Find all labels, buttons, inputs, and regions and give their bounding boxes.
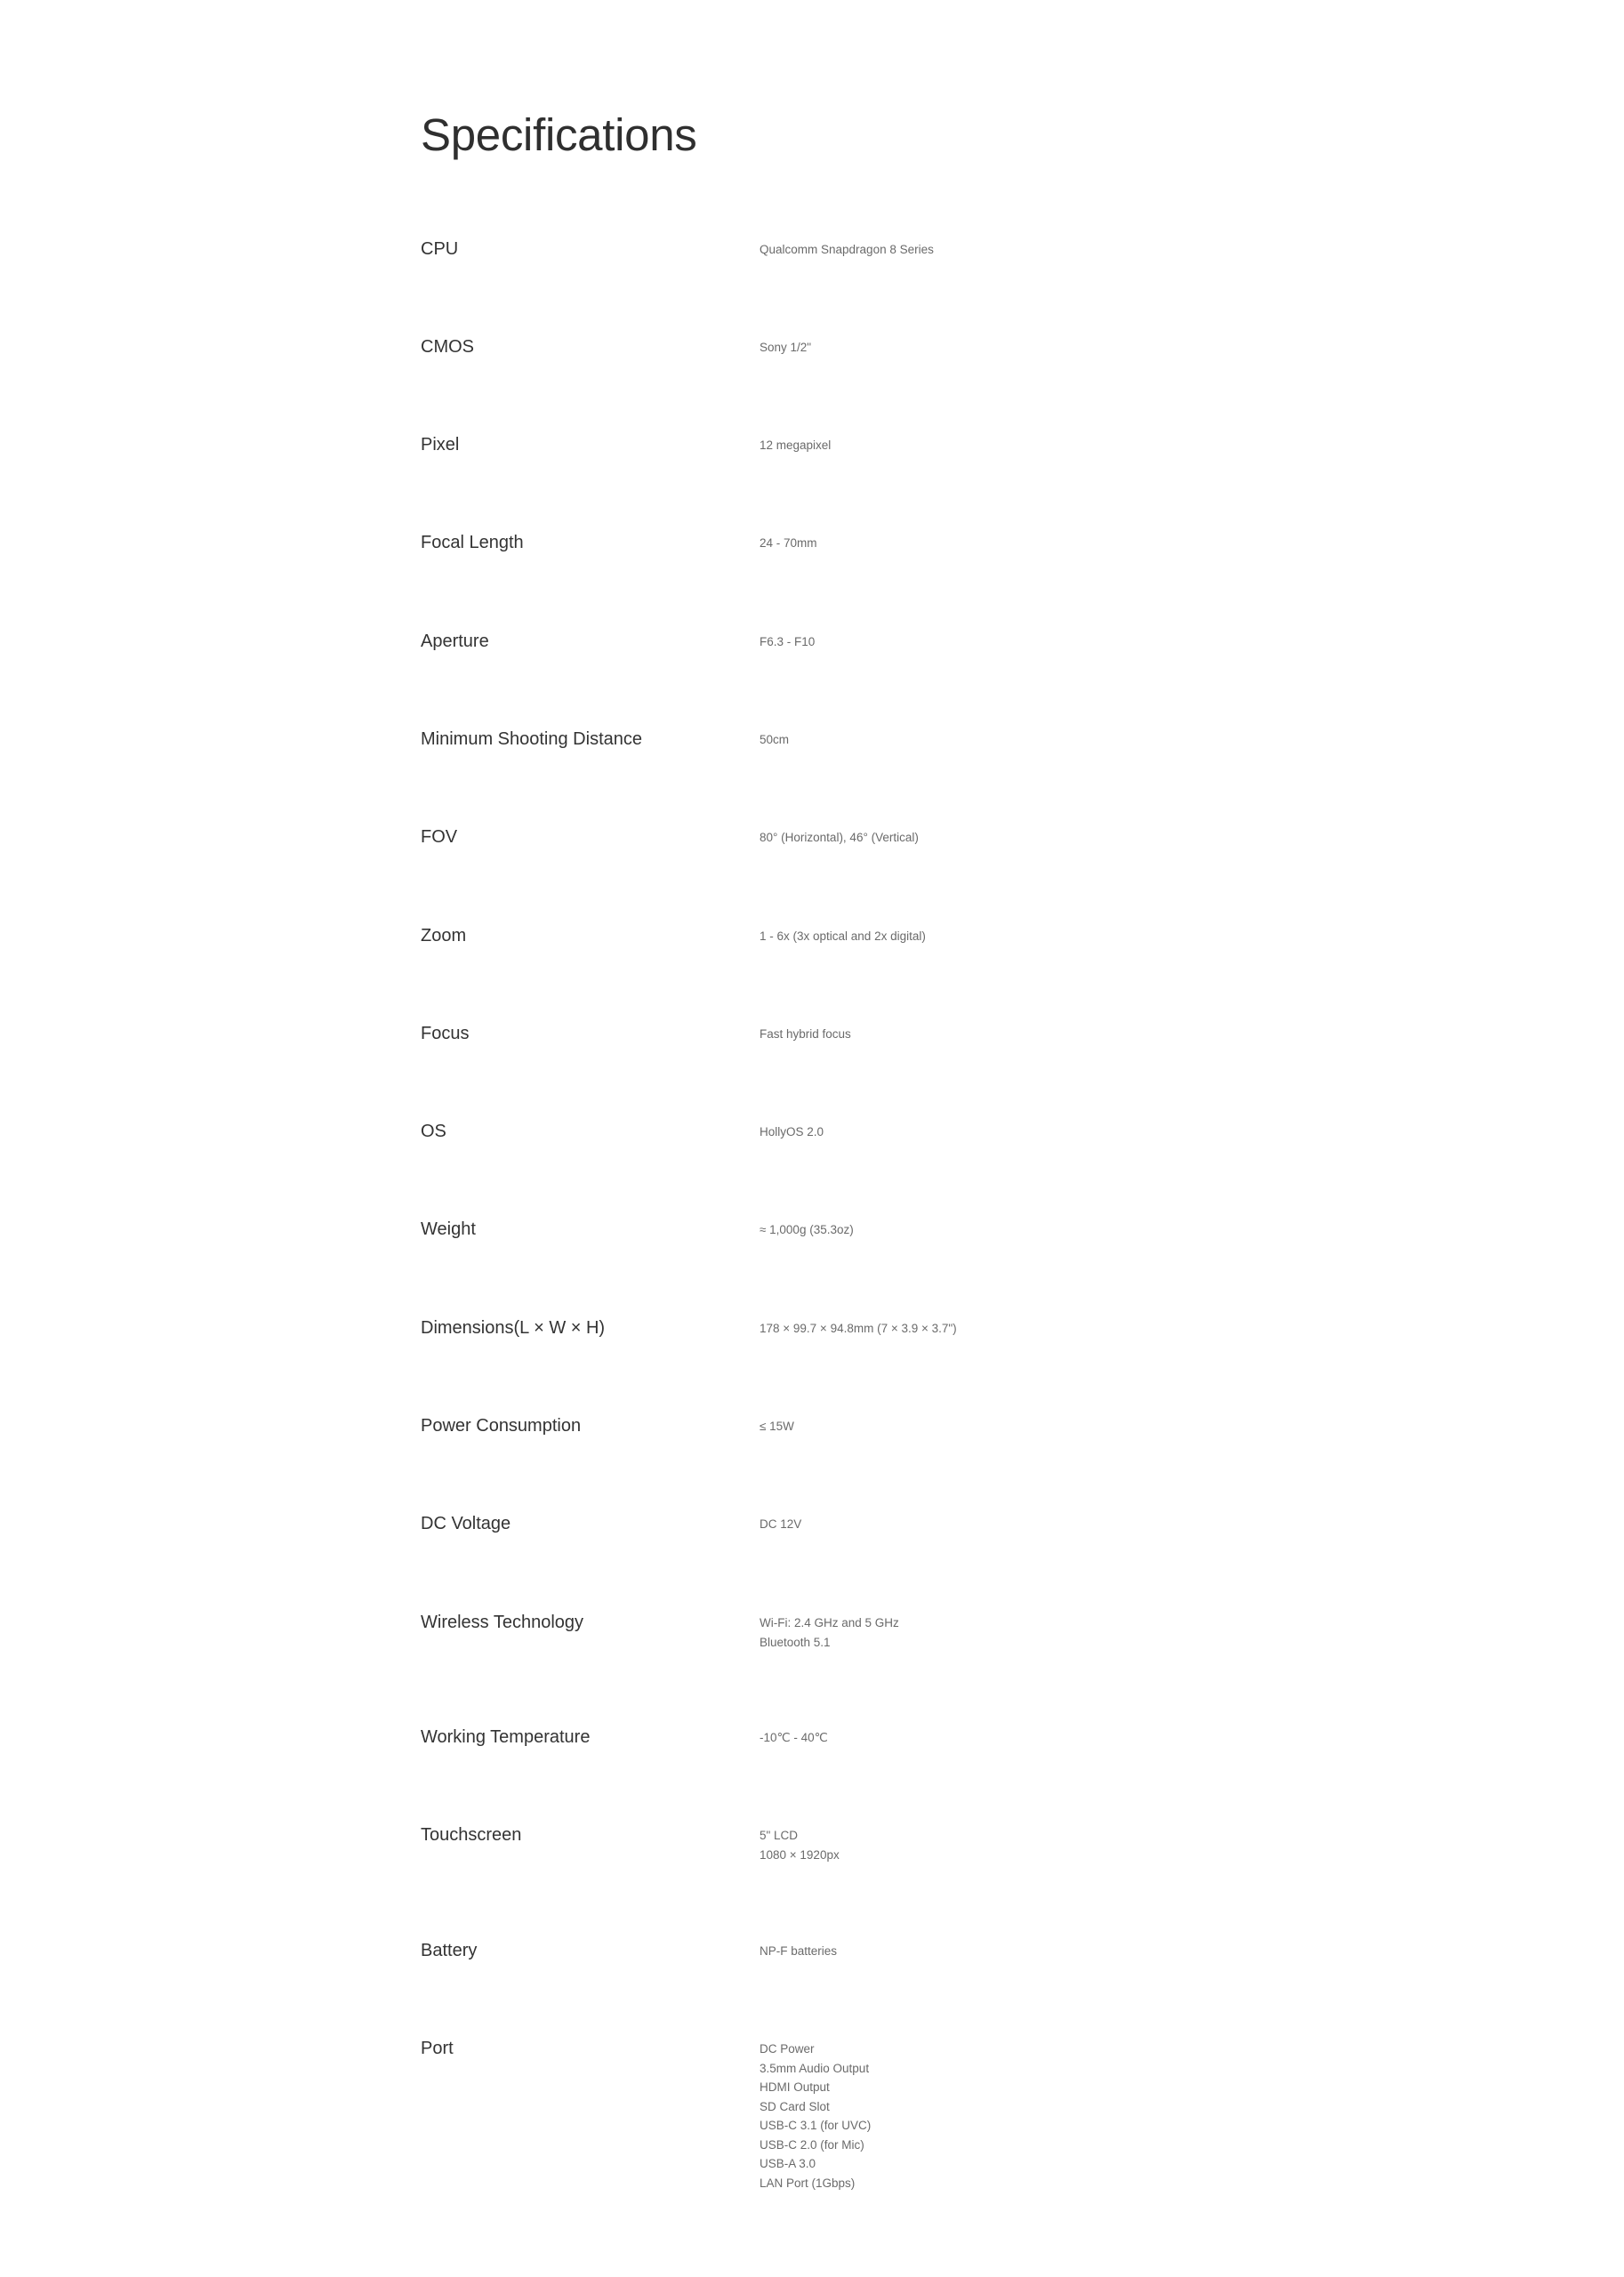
spec-value	[760, 632, 815, 652]
spec-value	[760, 1942, 837, 1961]
spec-label: Dimensions(L × W × H)	[421, 1318, 606, 1338]
spec-value-line: 178 × 99.7 × 94.8mm (7 × 3.9 × 3.7")	[760, 1322, 957, 1335]
spec-value-line: DC 12V	[760, 1517, 802, 1531]
spec-value-line: Sony 1/2"	[760, 341, 812, 354]
spec-value-line: LAN Port (1Gbps)	[760, 2176, 856, 2190]
spec-label: Port	[421, 2039, 454, 2058]
spec-value	[760, 240, 934, 260]
spec-value	[760, 927, 926, 946]
spec-label: Minimum Shooting Distance	[421, 729, 642, 749]
spec-value-line: HollyOS 2.0	[760, 1125, 824, 1138]
spec-value	[760, 534, 817, 553]
page-title: Specifications	[421, 109, 697, 160]
spec-value	[760, 730, 789, 750]
spec-label: Power Consumption	[421, 1416, 582, 1436]
spec-value-line: USB-A 3.0	[760, 2157, 816, 2170]
spec-value-line: Fast hybrid focus	[760, 1027, 851, 1041]
spec-value-line: NP-F batteries	[760, 1944, 838, 1958]
spec-value-line: 24 - 70mm	[760, 536, 817, 550]
spec-value-line: HDMI Output	[760, 2080, 830, 2094]
spec-label: DC Voltage	[421, 1514, 511, 1533]
spec-label: CMOS	[421, 337, 474, 357]
spec-label: Focal Length	[421, 533, 524, 552]
spec-label: Wireless Technology	[421, 1613, 584, 1632]
spec-label: OS	[421, 1122, 446, 1141]
spec-label: Pixel	[421, 435, 460, 455]
spec-label: Zoom	[421, 926, 467, 945]
spec-value-line: Wi-Fi: 2.4 GHz and 5 GHz	[760, 1616, 899, 1629]
spec-value-line: F6.3 - F10	[760, 635, 816, 648]
spec-value-line: SD Card Slot	[760, 2099, 830, 2113]
spec-value-line: 12 megapixel	[760, 439, 832, 452]
spec-label: FOV	[421, 827, 458, 847]
spec-label: CPU	[421, 239, 459, 259]
spec-label: Battery	[421, 1941, 478, 1960]
spec-value	[760, 1613, 899, 1652]
spec-value-line: 80° (Horizontal), 46° (Vertical)	[760, 831, 919, 844]
spec-value-line: DC Power	[760, 2042, 815, 2056]
spec-value	[760, 436, 831, 455]
spec-value-line: 1 - 6x (3x optical and 2x digital)	[760, 929, 926, 943]
spec-value-line: Bluetooth 5.1	[760, 1635, 831, 1649]
spec-value-line: 3.5mm Audio Output	[760, 2061, 870, 2075]
spec-value	[760, 338, 811, 358]
spec-value	[760, 1220, 854, 1240]
spec-value	[760, 1025, 851, 1044]
spec-value-line: ≤ 15W	[760, 1420, 794, 1433]
spec-label: Weight	[421, 1219, 476, 1239]
spec-value	[760, 1122, 824, 1142]
spec-value	[760, 828, 919, 848]
spec-value	[760, 1826, 840, 1864]
spec-value-line: USB-C 3.1 (for UVC)	[760, 2119, 872, 2132]
spec-value-line: -10℃ - 40℃	[760, 1731, 828, 1744]
spec-value-line: USB-C 2.0 (for Mic)	[760, 2137, 864, 2152]
spec-value	[760, 1417, 794, 1436]
spec-value-line: 50cm	[760, 733, 790, 746]
spec-label: Focus	[421, 1024, 470, 1043]
spec-label: Aperture	[421, 632, 489, 651]
spec-value	[760, 1728, 828, 1748]
spec-value-line: 5" LCD	[760, 1829, 799, 1842]
spec-value	[760, 1515, 801, 1534]
spec-value	[760, 1319, 957, 1339]
spec-value-line: 1080 × 1920px	[760, 1847, 840, 1862]
spec-label: Touchscreen	[421, 1825, 522, 1845]
spec-label: Working Temperature	[421, 1727, 591, 1747]
spec-value-line: Qualcomm Snapdragon 8 Series	[760, 243, 934, 256]
spec-value-line: ≈ 1,000g (35.3oz)	[760, 1223, 854, 1236]
spec-value	[760, 2040, 871, 2193]
